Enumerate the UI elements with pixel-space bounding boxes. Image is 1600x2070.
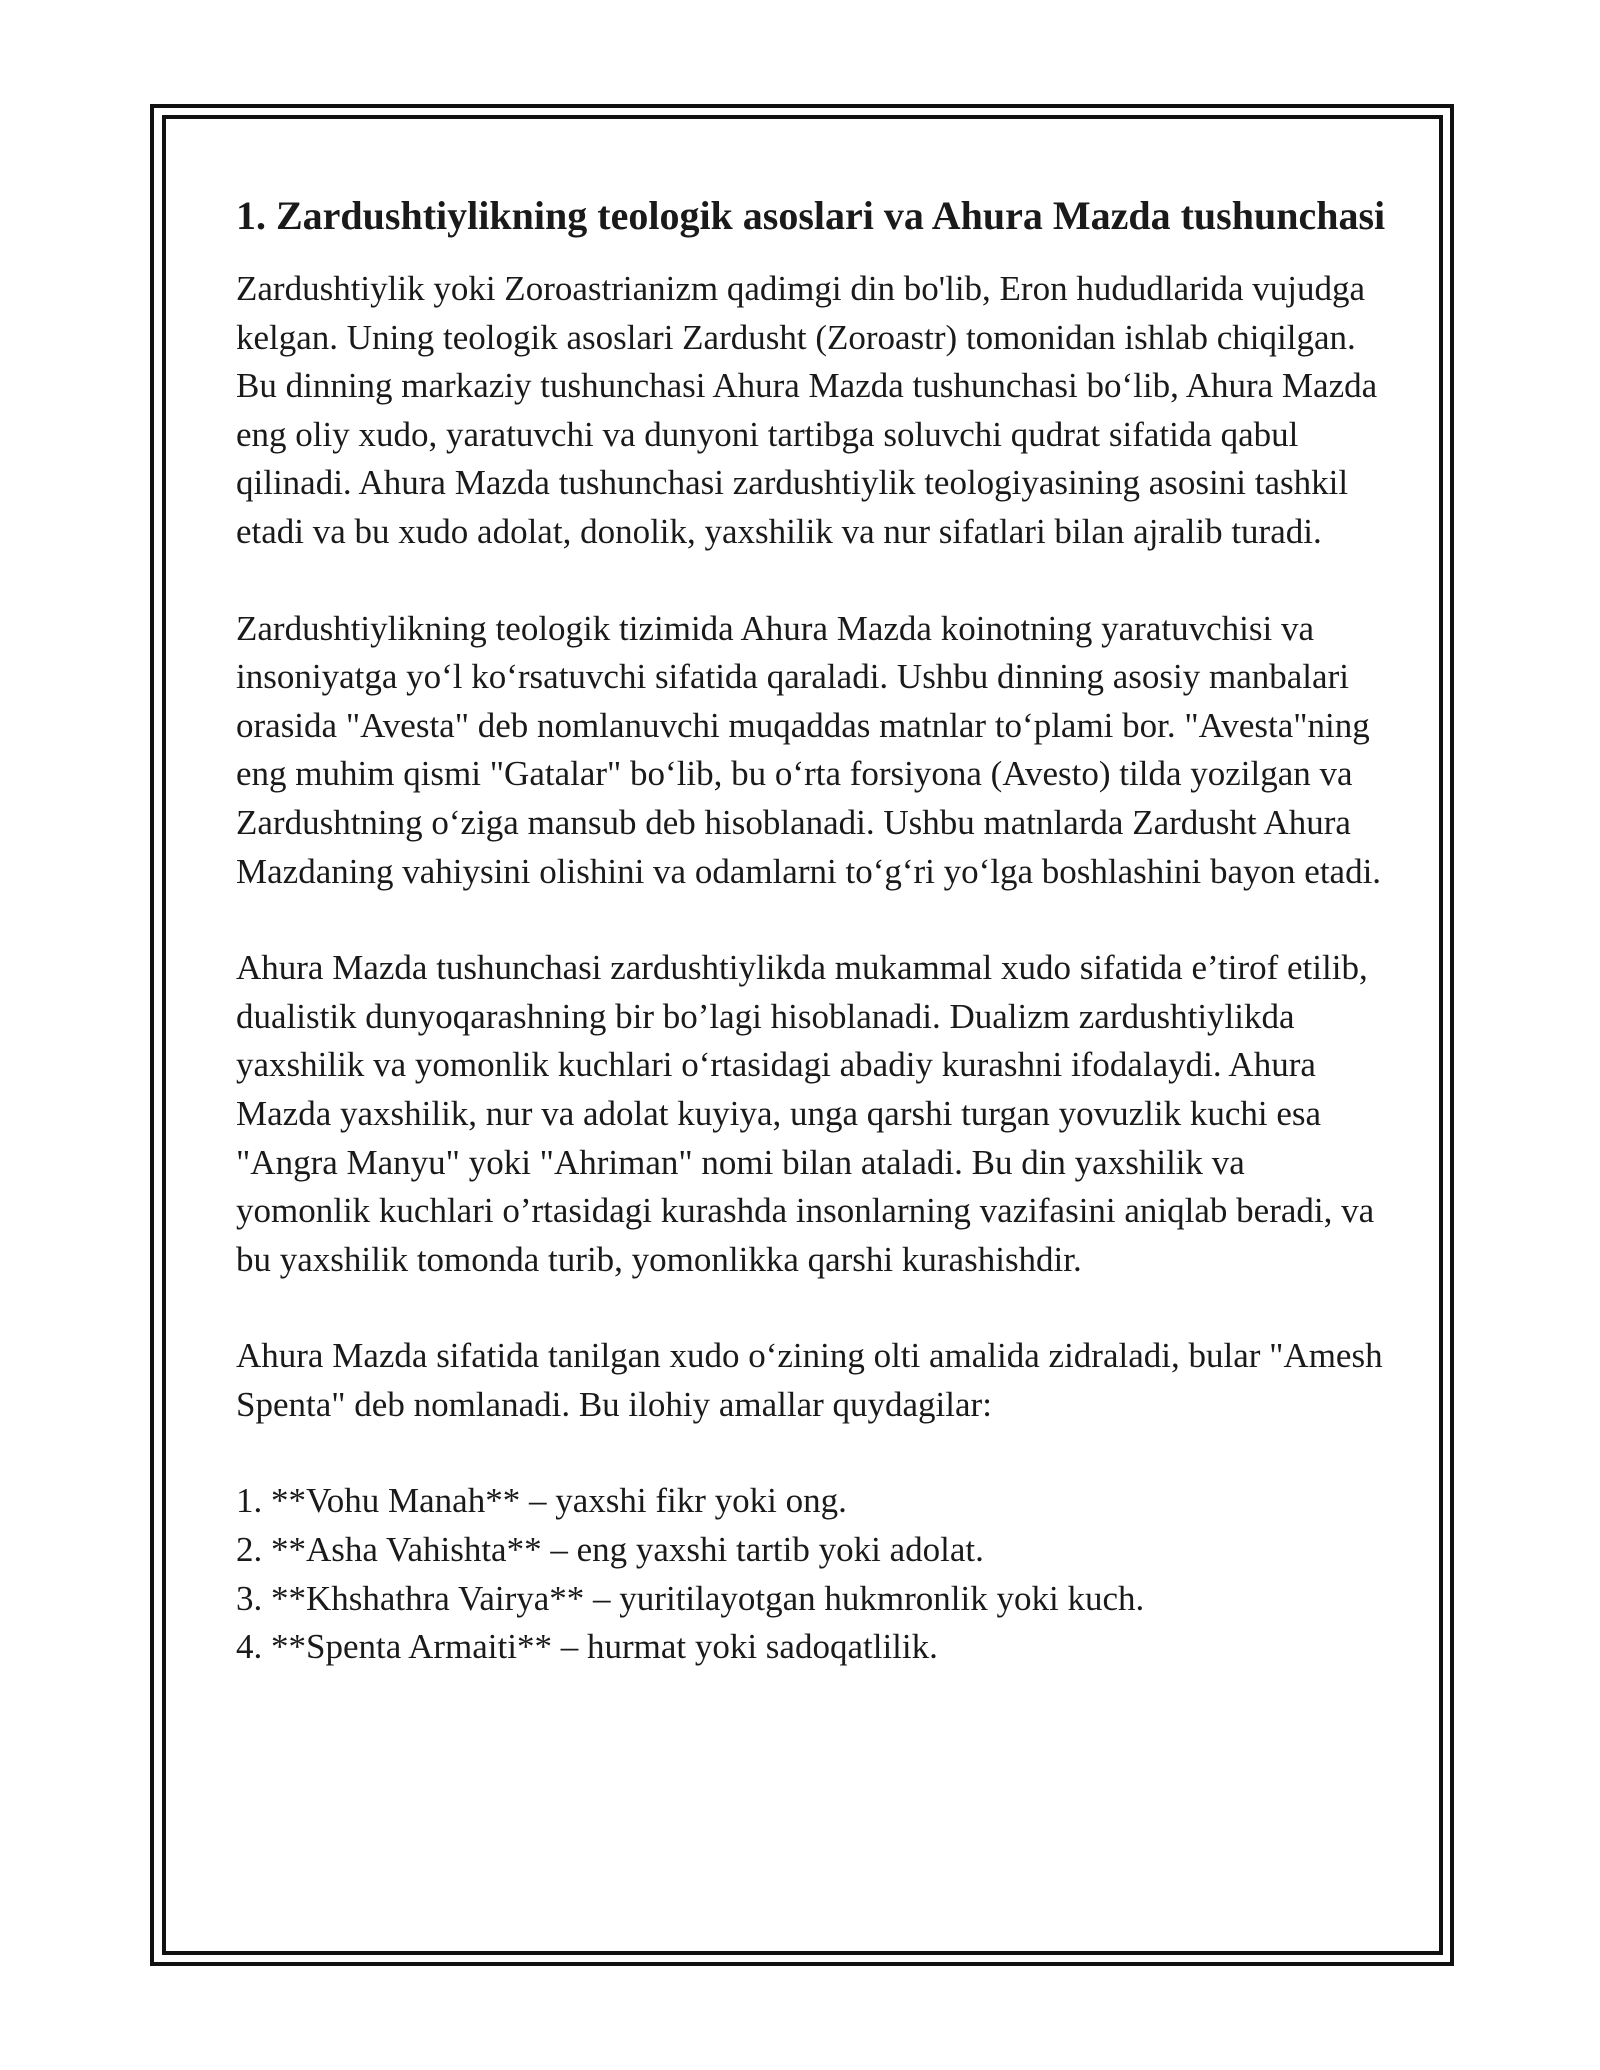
paragraph-amesh-spenta: Ahura Mazda sifatida tanilgan xudo o‘zining olti amalida zidraladi, bular "Amesh Spenta" deb nomlanadi. Bu ilohiy amallar quydagilar: — [236, 1336, 1383, 1424]
list-item: 2. **Asha Vahishta** – eng yaxshi tartib yoki adolat. — [236, 1530, 984, 1570]
paragraph-avesta: Zardushtiylikning teologik tizimida Ahura Mazda koinotning yaratuvchisi va insoniyatga yo‘l ko‘rsatuvchi sifatida qaraladi. Ushbu dinning asosiy manbalari orasida "Avesta" deb nomlanuvchi muqaddas matnlar to‘plami bor. "Avesta"ning eng muhim qismi "Gatalar" bo‘lib, bu o‘rta forsiyona (Avesto) tilda yozilgan va Zardushtning o‘ziga mansub deb hisoblanadi. Ushbu matnlarda Zardusht Ahura Mazdaning vahiysini olishini va odamlarni to‘g‘ri yo‘lga boshlashini bayon etadi. — [236, 608, 1382, 891]
paragraph-intro: Zardushtiylik yoki Zoroastrianizm qadimgi din bo'lib, Eron hududlarida vujudga kelgan. Uning teologik asoslari Zardusht (Zoroastr) tomonidan ishlab chiqilgan. Bu dinning markaziy tushunchasi Ahura Mazda tushunchasi bo‘lib, Ahura Mazda eng oliy xudo, yaratuvchi va dunyoni tartibga soluvchi qudrat sifatida qabul qilinadi. Ahura Mazda tushunchasi zardushtiylik teologiyasining asosini tashkil etadi va bu xudo adolat, donolik, yaxshilik va nur sifatlari bilan ajralib turadi. — [236, 269, 1378, 551]
amesh-spenta-list — [236, 1477, 1386, 1671]
list-item: 1. **Vohu Manah** – yaxshi fikr yoki ong. — [236, 1481, 847, 1521]
section-heading: 1. Zardushtiylikning teologik asoslari va Ahura Mazda tushunchasi — [236, 193, 1386, 238]
document-body — [236, 188, 1386, 1672]
list-item: 4. **Spenta Armaiti** – hurmat yoki sadoqatlilik. — [236, 1627, 938, 1667]
list-item: 3. **Khshathra Vairya** – yuritilayotgan hukmronlik yoki kuch. — [236, 1578, 1145, 1618]
paragraph-dualism: Ahura Mazda tushunchasi zardushtiylikda mukammal xudo sifatida e’tirof etilib, dualistik dunyoqarashning bir bo’lagi hisoblanadi. Dualizm zardushtiylikda yaxshilik va yomonlik kuchlari o‘rtasidagi abadiy kurashni ifodalaydi. Ahura Mazda yaxshilik, nur va adolat kuyiya, unga qarshi turgan yovuzlik kuchi esa "Angra Manyu" yoki "Ahriman" nomi bilan ataladi. Bu din yaxshilik va yomonlik kuchlari o’rtasidagi kurashda insonlarning vazifasini aniqlab beradi, va bu yaxshilik tomonda turib, yomonlikka qarshi kurashishdir. — [236, 948, 1375, 1279]
